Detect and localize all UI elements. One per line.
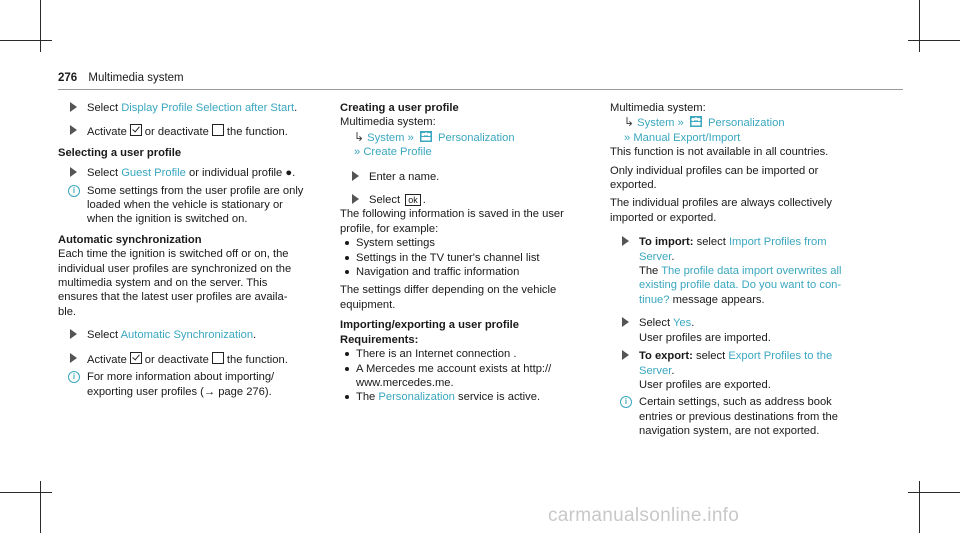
checkbox-checked-icon [130,352,142,364]
paragraph-line: imported or exported. [610,211,717,224]
step-text: . [294,102,298,114]
section-title: Multimedia system [88,72,184,84]
menu-path [340,130,590,145]
paragraph-line: ble. [58,305,77,318]
double-chevron-icon: » [677,117,684,130]
double-chevron-icon: » [354,146,361,159]
list-item-text: The [356,391,376,404]
step-text: Select [87,102,119,114]
step-arrow-icon [70,102,77,112]
step-arrow-icon [622,350,629,360]
step-text: Select [369,194,401,207]
paragraph-auto-sync [58,247,323,319]
step-text: . [422,194,426,207]
step-arrow-icon [70,167,77,177]
step-arrow-icon [70,125,77,135]
step-select-guest-profile [58,166,323,180]
list-item: There is an Internet connection . [340,347,590,361]
menu-link-create-profile[interactable]: Create Profile [363,146,432,159]
step-select-display-profile [58,101,323,115]
step-text: select [695,350,726,363]
heading-create-profile: Creating a user profile [340,102,459,114]
yes-button[interactable]: Yes [673,317,692,330]
step-arrow-icon [70,353,77,363]
note-import-export [58,370,323,399]
step-text: . [253,329,257,342]
paragraph-line: equipment. [340,298,396,311]
menu-link-personalization[interactable]: Personalization [378,391,455,404]
menu-link-export-profiles[interactable]: Export Profiles to the [728,350,833,363]
dialog-message: The profile data import overwrites all [661,265,842,278]
corner-arrow-icon: ↳ [624,115,635,130]
step-text: . [691,317,695,330]
crop-mark [908,492,960,493]
step-select-ok [340,193,590,207]
step-text: Select [87,329,119,342]
paragraph-line: exported. [610,179,657,192]
checkbox-empty-icon [212,352,224,364]
note-not-exported [610,395,855,438]
paragraph-saved [340,207,590,236]
step-text: select [696,236,726,249]
personalization-icon [420,131,432,142]
paragraph-line: ensures that the latest user profiles are availa- [58,291,288,304]
heading-import-export: Importing/exporting a user profile [340,319,520,332]
list-item-line: www.mercedes.me. [356,376,454,389]
paragraph-line: The following information is saved in the user [340,208,564,221]
menu-link-system[interactable]: System [637,117,675,130]
page-number: 276 [58,72,78,84]
paragraph-line: The individual profiles are always collectively [610,197,832,210]
menu-path [610,131,855,145]
watermark: carmanualsonline.info [548,505,740,526]
paragraph-line: Only individual profiles can be imported or [610,164,819,177]
heading-auto-sync: Automatic synchronization [58,233,202,246]
note-line: when the ignition is switched on. [87,213,248,226]
paragraph-line: profile, for example: [340,222,439,235]
list-item [340,390,590,404]
step-arrow-icon [352,194,359,204]
step-import [610,235,855,307]
menu-link-import-profiles[interactable]: Import Profiles from [728,236,827,249]
step-export [610,349,855,392]
step-text: Select [639,317,671,330]
step-label: To import: [639,236,694,249]
note-stationary [58,184,323,227]
menu-link-system[interactable]: System [367,131,405,144]
crop-mark [0,40,52,41]
paragraph-line: individual user profiles are synchronized on the [58,262,292,275]
step-text: The [639,265,659,278]
list-item-text: service is active. [458,391,541,404]
step-text: Select [87,167,119,180]
menu-path [340,145,590,159]
multimedia-system-label: Multimedia system: [340,116,436,129]
corner-arrow-icon: ↳ [354,129,365,144]
crop-mark [0,492,52,493]
menu-link-guest-profile[interactable]: Guest Profile [121,167,186,180]
step-select-auto-sync [58,328,323,342]
note-line: entries or previous destinations from the [639,410,838,423]
menu-link-personalization[interactable]: Personalization [438,131,515,144]
multimedia-system-label: Multimedia system: [610,102,706,114]
column-1 [58,97,323,399]
column-3 [610,97,855,439]
dialog-message: existing profile data. Do you want to con- [639,279,842,292]
step-text: or deactivate [144,126,209,139]
step-text: the function. [226,353,288,366]
step-text: message appears. [672,293,765,306]
crop-mark [919,0,920,52]
step-arrow-icon [352,171,359,181]
step-label: To export: [639,350,693,363]
personalization-icon [690,116,702,127]
step-enter-name [340,170,590,184]
menu-link-automatic-sync[interactable]: Automatic Synchronization [120,329,254,342]
result-text: User profiles are exported. [639,378,771,391]
step-text: Enter a name. [369,170,440,183]
dialog-message: tinue? [639,293,670,306]
step-arrow-icon [622,317,629,327]
paragraph-availability: This function is not available in all countries. [610,146,829,159]
step-text: Activate [87,126,127,139]
result-text: User profiles are imported. [639,331,771,344]
step-arrow-icon [70,329,77,339]
menu-link-personalization[interactable]: Personalization [708,117,785,130]
crop-mark [908,40,960,41]
checkbox-empty-icon [212,124,224,136]
checkbox-checked-icon [130,124,142,136]
step-activate [58,124,323,139]
info-icon: i [68,185,80,197]
step-text: . [671,250,675,263]
step-text: the function. [226,126,288,139]
column-2 [340,97,590,405]
list-item-line: A Mercedes me account exists at http:// [356,362,552,375]
heading-selecting-profile: Selecting a user profile [58,146,182,159]
crop-mark [40,0,41,52]
menu-path [610,115,855,130]
menu-link-display-profile-selection[interactable]: Display Profile Selection after Start [121,102,295,114]
list-item: Navigation and traffic information [340,265,590,279]
menu-link-manual-export-import[interactable]: Manual Export/Import [633,131,741,144]
double-chevron-icon: » [407,131,414,144]
paragraph-line: The settings differ depending on the vehicle [340,284,557,297]
step-text: or individual profile ●. [188,167,296,180]
menu-link-server[interactable]: Server [639,364,672,377]
note-line[interactable]: exporting user profiles (→ page 276). [87,385,272,398]
paragraph-line: multimedia system and on the server. This [58,277,268,290]
paragraph-only [610,164,855,193]
info-icon: i [620,396,632,408]
note-line: For more information about importing/ [87,371,275,384]
ok-key[interactable]: ok [405,194,421,206]
list-item: System settings [340,236,590,250]
info-icon: i [68,371,80,383]
paragraph-line: Each time the ignition is switched off or on, the [58,248,289,261]
note-line: Certain settings, such as address book [639,396,832,409]
list-item: Settings in the TV tuner's channel list [340,251,590,265]
paragraph-collective [610,196,855,225]
step-text: Activate [87,353,127,366]
page-header [58,72,184,84]
step-select-yes [610,316,855,345]
crop-mark [40,481,41,533]
list-item [340,362,590,391]
note-line: Some settings from the user profile are only [87,184,304,197]
note-line: navigation system, are not exported. [639,425,820,438]
double-chevron-icon: » [624,131,631,144]
header-divider [58,89,903,90]
menu-link-server[interactable]: Server [639,250,672,263]
step-activate [58,352,323,367]
crop-mark [919,481,920,533]
paragraph-differ [340,283,590,312]
step-text: or deactivate [144,353,209,366]
heading-requirements: Requirements: [340,333,419,346]
note-line: loaded when the vehicle is stationary or [87,199,283,212]
step-text: . [671,364,675,377]
step-arrow-icon [622,236,629,246]
